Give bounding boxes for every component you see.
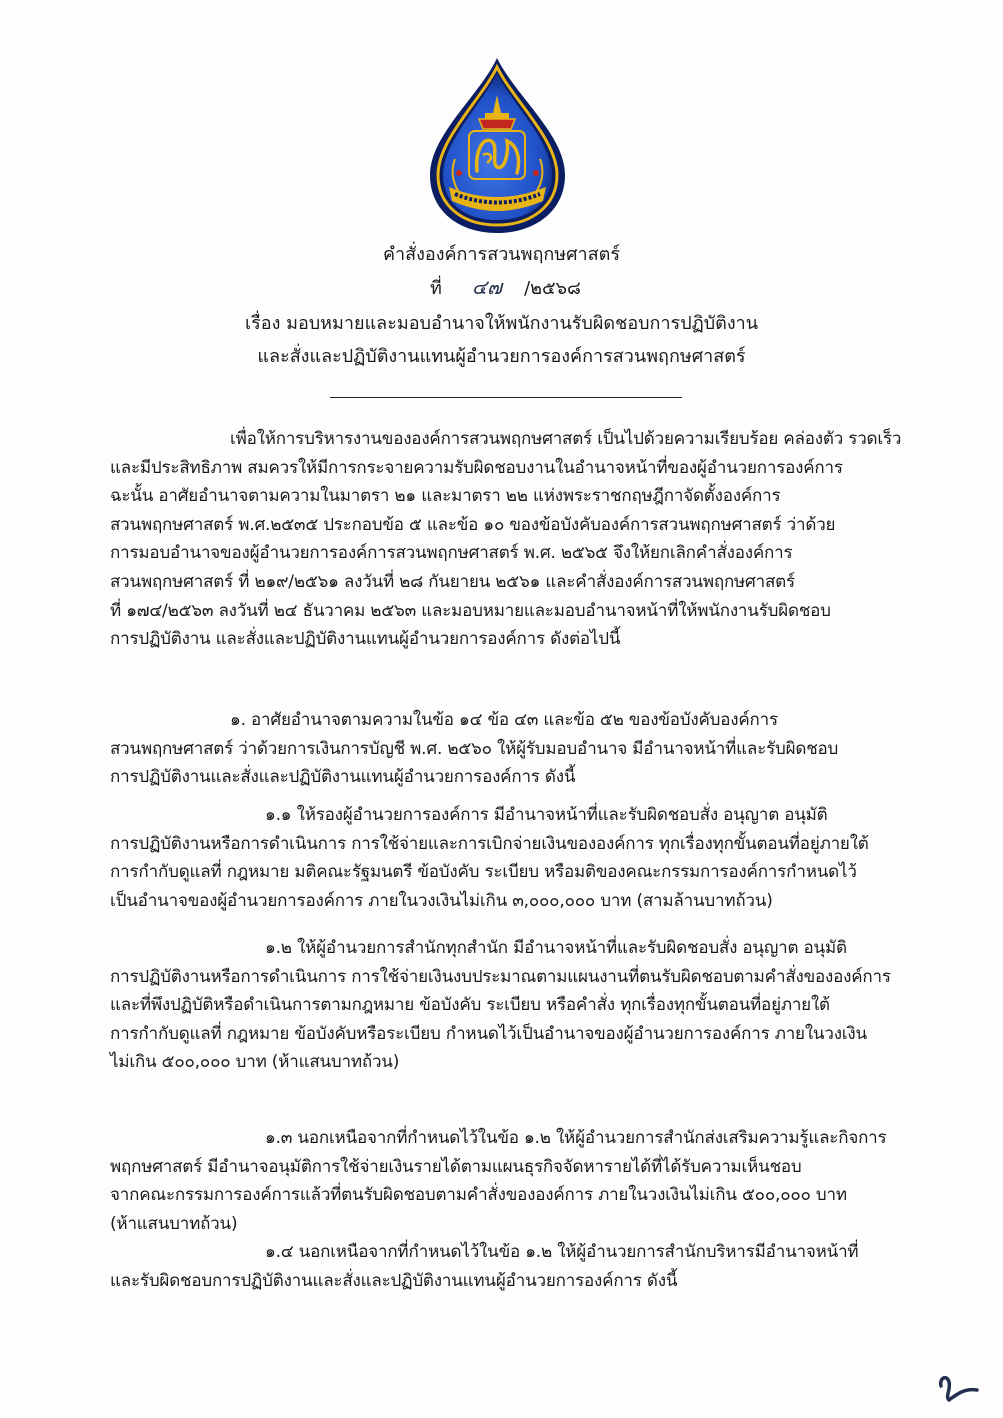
text-line: การปฏิบัติงานหรือการดำเนินการ การใช้จ่ายและการเบิกจ่ายเงินขององค์การ ทุกเรื่องทุกขั้นตอนที่อยู่ภายใต้: [110, 833, 869, 854]
organization-emblem-icon: [425, 55, 570, 235]
text-line: ที่ ๑๗๔/๒๕๖๓ ลงวันที่ ๒๔ ธันวาคม ๒๕๖๓ และมอบหมายและมอบอำนาจหน้าที่ให้พนักงานรับผิดชอบ: [110, 600, 831, 621]
order-number-year: /๒๕๖๘: [524, 278, 581, 299]
order-number-prefix: ที่: [430, 278, 442, 299]
order-number: [430, 274, 650, 302]
intro-paragraph: [110, 425, 901, 654]
order-number-handwritten: ๔๗: [471, 275, 503, 299]
text-line: การปฏิบัติงาน และสั่งและปฏิบัติงานแทนผู้อำนวยการองค์การ ดังต่อไปนี้: [110, 629, 621, 650]
clause-1-4: [110, 1238, 858, 1295]
header-divider: [330, 397, 682, 398]
text-line: ๑.๒ ให้ผู้อำนวยการสำนักทุกสำนัก มีอำนาจหน้าที่และรับผิดชอบสั่ง อนุญาต อนุมัติ: [265, 938, 847, 958]
clause-1: [110, 706, 838, 792]
text-line: (ห้าแสนบาทถ้วน): [110, 1213, 238, 1234]
subject-line-2: และสั่งและปฏิบัติงานแทนผู้อำนวยการองค์การสวนพฤกษศาสตร์: [257, 346, 746, 367]
text-line: การปฏิบัติงานหรือการดำเนินการ การใช้จ่ายเงินงบประมาณตามแผนงานที่ตนรับผิดชอบตามคำสั่งขององค์การ: [110, 966, 891, 987]
text-line: เพื่อให้การบริหารงานขององค์การสวนพฤกษศาสตร์ เป็นไปด้วยความเรียบร้อย คล่องตัว รวดเร็ว: [230, 429, 902, 449]
text-line: ฉะนั้น อาศัยอำนาจตามความในมาตรา ๒๑ และมาตรา ๒๒ แห่งพระราชกฤษฎีกาจัดตั้งองค์การ: [110, 486, 781, 507]
text-line: และมีประสิทธิภาพ สมควรให้มีการกระจายความรับผิดชอบงานในอำนาจหน้าที่ของผู้อำนวยการองค์การ: [110, 457, 843, 478]
text-line: ๑.๔ นอกเหนือจากที่กำหนดไว้ในข้อ ๑.๒ ให้ผู้อำนวยการสำนักบริหารมีอำนาจหน้าที่: [265, 1242, 859, 1262]
text-line: ๑. อาศัยอำนาจตามความในข้อ ๑๔ ข้อ ๔๓ และข้อ ๕๒ ของข้อบังคับองค์การ: [230, 710, 778, 730]
text-line: การกำกับดูแลที่ กฎหมาย มติคณะรัฐมนตรี ข้อบังคับ ระเบียบ หรือมติของคณะกรรมการองค์การกำหนดไว้: [110, 862, 857, 883]
clause-1-3: [110, 1124, 886, 1238]
text-line: และที่พึงปฏิบัติหรือดำเนินการตามกฎหมาย ข้อบังคับ ระเบียบ หรือคำสั่ง ทุกเรื่องทุกขั้นตอนที่อยู่ภายใต้: [110, 995, 830, 1016]
text-line: สวนพฤกษศาสตร์ พ.ศ.๒๕๓๕ ประกอบข้อ ๕ และข้อ ๑๐ ของข้อบังคับองค์การสวนพฤกษศาสตร์ ว่าด้วย: [110, 514, 836, 535]
text-line: สวนพฤกษศาสตร์ ที่ ๒๑๙/๒๕๖๑ ลงวันที่ ๒๘ กันยายน ๒๕๖๑ และคำสั่งองค์การสวนพฤกษศาสตร์: [110, 571, 795, 592]
text-line: สวนพฤกษศาสตร์ ว่าด้วยการเงินการบัญชี พ.ศ. ๒๕๖๐ ให้ผู้รับมอบอำนาจ มีอำนาจหน้าที่และรับผิดชอบ: [110, 738, 839, 759]
text-line: และรับผิดชอบการปฏิบัติงานและสั่งและปฏิบัติงานแทนผู้อำนวยการองค์การ ดังนี้: [110, 1270, 678, 1291]
text-line: ๑.๓ นอกเหนือจากที่กำหนดไว้ในข้อ ๑.๒ ให้ผู้อำนวยการสำนักส่งเสริมความรู้และกิจการ: [265, 1128, 887, 1148]
text-line: ๑.๑ ให้รองผู้อำนวยการองค์การ มีอำนาจหน้าที่และรับผิดชอบสั่ง อนุญาต อนุมัติ: [265, 805, 828, 825]
text-line: พฤกษศาสตร์ มีอำนาจอนุมัติการใช้จ่ายเงินรายได้ตามแผนธุรกิจจัดหารายได้ที่ได้รับความเห็นชอบ: [110, 1156, 802, 1177]
handwritten-page-number-icon: [935, 1366, 983, 1406]
order-title: คำสั่งองค์การสวนพฤกษศาสตร์: [382, 244, 621, 265]
clause-1-1: [110, 801, 869, 915]
text-line: การปฏิบัติงานและสั่งและปฏิบัติงานแทนผู้อำนวยการองค์การ ดังนี้: [110, 767, 576, 788]
text-line: เป็นอำนาจของผู้อำนวยการองค์การ ภายในวงเงินไม่เกิน ๓,๐๐๐,๐๐๐ บาท (สามล้านบาทถ้วน): [110, 890, 773, 911]
subject-line-1: เรื่อง มอบหมายและมอบอำนาจให้พนักงานรับผิดชอบการปฏิบัติงาน: [244, 313, 759, 334]
text-line: การกำกับดูแลที่ กฎหมาย ข้อบังคับหรือระเบียบ กำหนดไว้เป็นอำนาจของผู้อำนวยการองค์การ ภายในวงเงิน: [110, 1023, 867, 1044]
clause-1-2: [110, 934, 891, 1077]
text-line: ไม่เกิน ๕๐๐,๐๐๐ บาท (ห้าแสนบาทถ้วน): [110, 1052, 400, 1073]
text-line: การมอบอำนาจของผู้อำนวยการองค์การสวนพฤกษศาสตร์ พ.ศ. ๒๕๖๕ จึงให้ยกเลิกคำสั่งองค์การ: [110, 543, 793, 564]
text-line: จากคณะกรรมการองค์การแล้วที่ตนรับผิดชอบตามคำสั่งขององค์การ ภายในวงเงินไม่เกิน ๕๐๐,๐๐๐ บาท: [110, 1185, 847, 1206]
